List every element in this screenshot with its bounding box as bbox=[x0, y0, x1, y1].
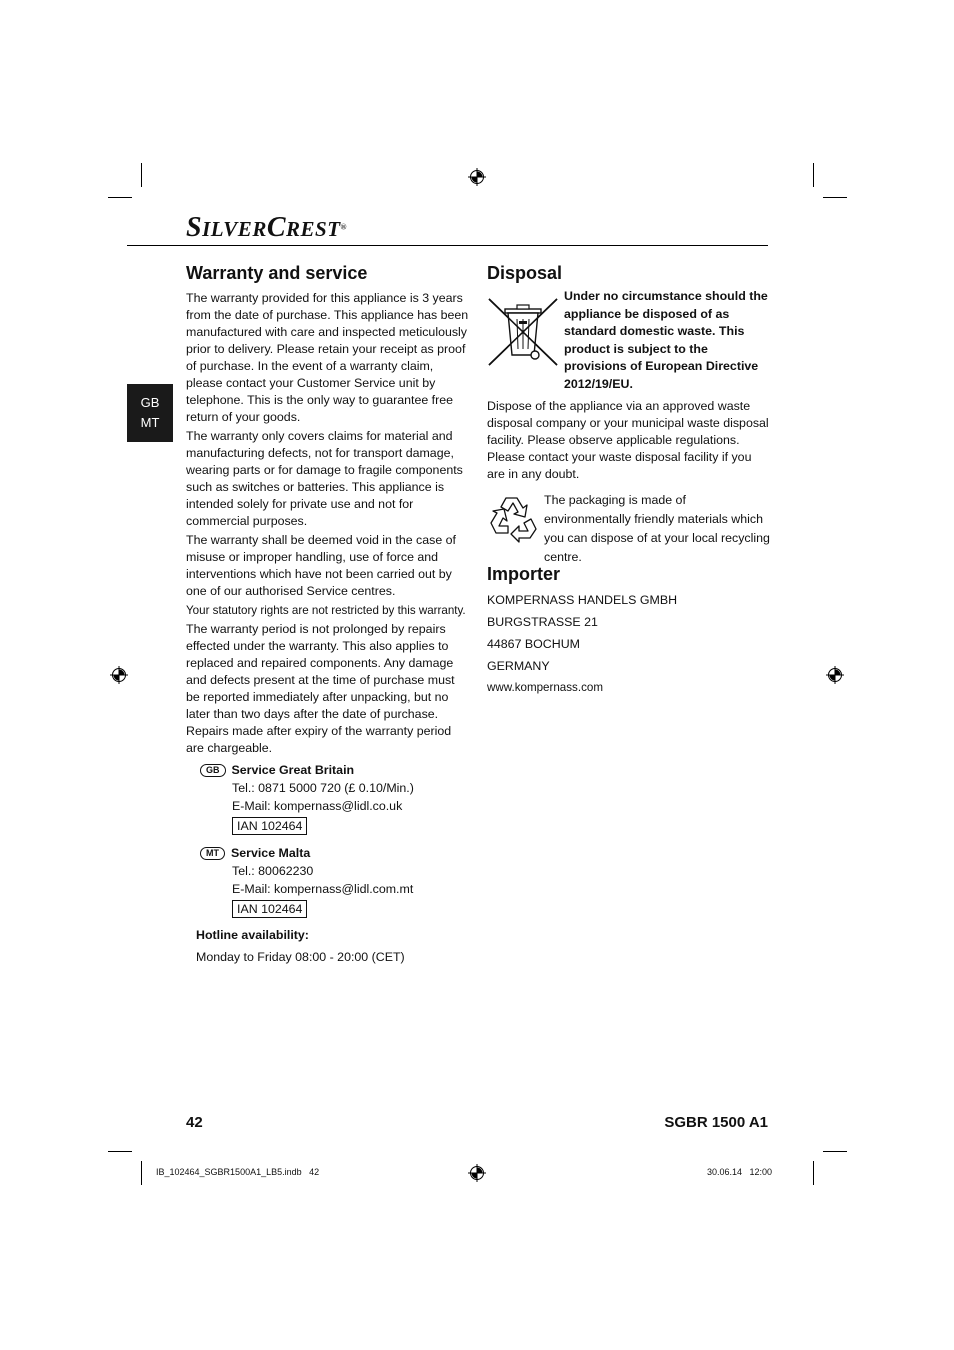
hotline-hours: Monday to Friday 08:00 - 20:00 (CET) bbox=[196, 950, 405, 964]
language-tab: GB MT bbox=[127, 384, 173, 442]
importer-line: KOMPERNASS HANDELS GMBH bbox=[487, 593, 678, 607]
registration-mark-icon bbox=[826, 666, 844, 684]
warranty-paragraph: The warranty provided for this appliance is 3 years from the date of purchase. This appliance has been manufactured with care and inspected meticulously prior to delivery. Please retain your receipt as proof of purchase. In the event of a warranty claim, please contact your Customer Service unit by telephone. This is the only way to guarantee free return of your goods. bbox=[186, 291, 469, 424]
print-slug-date: 30.06.14 12:00 bbox=[707, 1167, 773, 1177]
warranty-heading: Warranty and service bbox=[186, 263, 368, 283]
disposal-heading: Disposal bbox=[487, 263, 563, 283]
importer-website-link[interactable]: www.kompernass.com bbox=[487, 681, 603, 694]
service-title: Service Great Britain bbox=[231, 763, 355, 777]
header-rule bbox=[127, 245, 768, 246]
importer-heading: Importer bbox=[487, 564, 561, 584]
country-badge-mt: MT bbox=[200, 847, 225, 860]
country-badge-gb: GB bbox=[200, 764, 226, 777]
service-block-gb bbox=[200, 762, 480, 835]
print-slug-file: IB_102464_SGBR1500A1_LB5.indb 42 bbox=[156, 1167, 320, 1177]
importer-line: 44867 BOCHUM bbox=[487, 637, 580, 651]
crop-mark bbox=[108, 197, 132, 198]
disposal-text: Dispose of the appliance via an approved waste disposal company or your municipal waste disposal facility. Please observe applicable regulations. Please contact your waste disposal facility if you are in any doubt. bbox=[487, 399, 769, 481]
registration-mark-icon bbox=[468, 168, 486, 186]
model-number: SGBR 1500 A1 bbox=[664, 1114, 768, 1131]
registration-mark-icon bbox=[110, 666, 128, 684]
registration-mark-icon bbox=[468, 1164, 486, 1182]
importer-address bbox=[487, 589, 677, 699]
importer-line: GERMANY bbox=[487, 659, 550, 673]
service-title: Service Malta bbox=[231, 846, 311, 860]
recycling-icon bbox=[487, 492, 539, 544]
warranty-paragraph: The warranty only covers claims for material and manufacturing defects, not for transport damage, wearing parts or for damage to fragile components such as switches or batteries. This appliance is intended solely for private use and not for commercial purposes. bbox=[186, 429, 463, 528]
importer-line: BURGSTRASSE 21 bbox=[487, 615, 598, 629]
service-block-mt bbox=[200, 845, 480, 918]
brand-logo: SILVERCREST® bbox=[186, 212, 348, 243]
service-tel: Tel.: 80062230 bbox=[232, 864, 314, 878]
crop-mark bbox=[823, 197, 847, 198]
warranty-paragraph: Your statutory rights are not restricted by this warranty. bbox=[186, 604, 466, 617]
disposal-warning: Under no circumstance should the appliance be disposed of as standard domestic waste. This product is subject to the provisions of European Directive 2012/19/EU. bbox=[564, 289, 768, 391]
crop-mark bbox=[141, 163, 142, 187]
crop-mark bbox=[813, 1161, 814, 1185]
service-email: E-Mail: kompernass@lidl.co.uk bbox=[232, 799, 403, 813]
packaging-text: The packaging is made of environmentally friendly materials which you can dispose of at your local recycling centre. bbox=[544, 493, 770, 564]
service-email: E-Mail: kompernass@lidl.com.mt bbox=[232, 882, 414, 896]
service-tel: Tel.: 0871 5000 720 (£ 0.10/Min.) bbox=[232, 781, 414, 795]
hotline-label: Hotline availability: bbox=[196, 928, 309, 942]
page-number: 42 bbox=[186, 1114, 203, 1131]
warranty-section bbox=[186, 263, 470, 757]
crossed-out-bin-icon bbox=[487, 297, 559, 367]
crop-mark bbox=[108, 1151, 132, 1152]
ian-box: IAN 102464 bbox=[232, 817, 307, 835]
crop-mark bbox=[823, 1151, 847, 1152]
crop-mark bbox=[813, 163, 814, 187]
warranty-paragraph: The warranty shall be deemed void in the case of misuse or improper handling, use of force and interventions which have not been carried out by one of our authorised Service centres. bbox=[186, 533, 456, 598]
warranty-paragraph: The warranty period is not prolonged by repairs effected under the warranty. This also applies to replaced and repaired components. Any damage and defects present at the time of purchase must be reported immediately after unpacking, but no later than two days after the date of purchase. Repairs made after expiry of the warranty period are chargeable. bbox=[186, 622, 455, 755]
ian-box: IAN 102464 bbox=[232, 900, 307, 918]
crop-mark bbox=[141, 1161, 142, 1185]
